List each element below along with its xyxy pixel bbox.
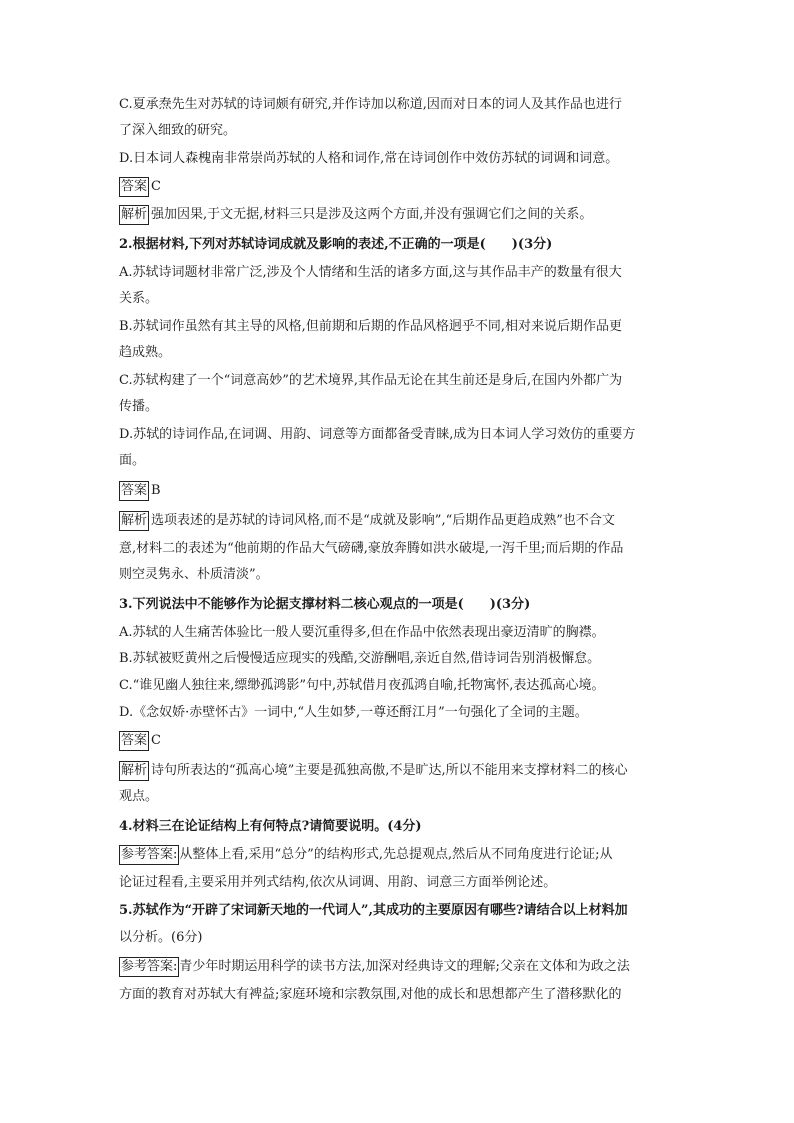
question-2-stem: 2.根据材料,下列对苏轼诗词成就及影响的表述,不正确的一项是( )(3分) xyxy=(119,237,553,252)
analysis-text: 强加因果,于文无据,材料三只是涉及这两个方面,并没有强调它们之间的关系。 xyxy=(151,207,593,222)
question-4-stem: 4.材料三在论证结构上有何特点?请简要说明。(4分) xyxy=(119,819,422,834)
q5-reference-line-2: 方面的教育对苏轼大有裨益;家庭环境和宗教氛围,对他的成长和思想都产生了潜移默化的 xyxy=(119,987,622,1002)
question-3-stem: 3.下列说法中不能够作为论据支撑材料二核心观点的一项是( )(3分) xyxy=(119,597,531,612)
q2-option-c-2: 传播。 xyxy=(119,399,159,414)
q4-reference-row xyxy=(119,842,679,868)
q2-option-b-2: 趋成熟。 xyxy=(119,345,172,360)
option-c-text-1: C.夏承焘先生对苏轼的诗词颇有研究,并作诗加以称道,因而对日本的词人及其作品也进行 xyxy=(119,97,622,112)
q2-answer-row xyxy=(119,478,679,504)
question-5-stem-2: 以分析。(6分) xyxy=(119,930,203,945)
q3-option-d: D.《念奴娇·赤壁怀古》一词中,“人生如梦,一尊还酹江月”一句强化了全词的主题。 xyxy=(119,705,588,720)
q2-option-c-1: C.苏轼构建了一个“词意高妙”的艺术境界,其作品无论在其生前还是身后,在国内外都广为 xyxy=(119,373,623,388)
reference-answer-text: 青少年时期运用科学的读书方法,加深对经典诗文的理解;父亲在文体和为政之法 xyxy=(179,959,630,974)
option-c-text-2: 了深入细致的研究。 xyxy=(119,123,237,138)
answer-label: 答案 xyxy=(119,481,149,501)
q2-option-d-2: 面。 xyxy=(119,453,146,468)
q2-option-b-1: B.苏轼词作虽然有其主导的风格,但前期和后期的作品风格迥乎不同,相对来说后期作品更 xyxy=(119,319,622,334)
q1-answer-row xyxy=(119,174,679,200)
answer-value: B xyxy=(151,483,161,498)
reference-answer-text: 从整体上看,采用“总分”的结构形式,先总提观点,然后从不同角度进行论证;从 xyxy=(179,847,613,862)
analysis-label: 解析 xyxy=(119,761,149,781)
answer-value: C xyxy=(151,733,161,748)
q2-option-a-2: 关系。 xyxy=(119,291,159,306)
q2-analysis-line-2: 意,材料二的表述为“他前期的作品大气磅礴,豪放奔腾如洪水破堤,一泻千里;而后期的作品 xyxy=(119,541,624,556)
q3-option-a: A.苏轼的人生痛苦体验比一般人要沉重得多,但在作品中依然表现出豪迈清旷的胸襟。 xyxy=(119,625,605,640)
q3-analysis-row xyxy=(119,758,679,784)
analysis-text: 选项表述的是苏轼的诗词风格,而不是“成就及影响”,“后期作品更趋成熟”也不合文 xyxy=(151,513,615,528)
q2-analysis-line-3: 则空灵隽永、朴质清淡”。 xyxy=(119,567,269,582)
q5-reference-row xyxy=(119,954,679,980)
q3-option-c: C.“谁见幽人独往来,缥缈孤鸿影”句中,苏轼借月夜孤鸿自喻,托物寓怀,表达孤高心境。 xyxy=(119,678,605,693)
answer-label: 答案 xyxy=(119,731,149,751)
q1-analysis-row xyxy=(119,202,679,228)
q2-option-a-1: A.苏轼诗词题材非常广泛,涉及个人情绪和生活的诸多方面,这与其作品丰产的数量有很大 xyxy=(119,265,622,280)
question-5-stem-1: 5.苏轼作为“开辟了宋词新天地的一代词人”,其成功的主要原因有哪些?请结合以上材料加 xyxy=(119,903,628,918)
analysis-text: 诗句所表达的“孤高心境”主要是孤独高傲,不是旷达,所以不能用来支撑材料二的核心 xyxy=(151,763,628,778)
q2-option-d-1: D.苏轼的诗词作品,在词调、用韵、词意等方面都备受青睐,成为日本词人学习效仿的重要方 xyxy=(119,427,636,442)
analysis-label: 解析 xyxy=(119,511,149,531)
reference-answer-label: 参考答案: xyxy=(119,845,179,865)
q3-analysis-line-2: 观点。 xyxy=(119,789,159,804)
reference-answer-label: 参考答案: xyxy=(119,957,179,977)
option-d-text: D.日本词人森槐南非常崇尚苏轼的人格和词作,常在诗词创作中效仿苏轼的词调和词意。 xyxy=(119,151,619,166)
analysis-label: 解析 xyxy=(119,205,149,225)
q4-reference-line-2: 论证过程看,主要采用并列式结构,依次从词调、用韵、词意三方面举例论述。 xyxy=(119,875,557,890)
answer-value: C xyxy=(151,179,161,194)
q3-option-b: B.苏轼被贬黄州之后慢慢适应现实的残酷,交游酬唱,亲近自然,借诗词告别消极懈怠。 xyxy=(119,651,601,666)
q3-answer-row xyxy=(119,728,679,754)
answer-label: 答案 xyxy=(119,177,149,197)
q2-analysis-row xyxy=(119,508,679,534)
